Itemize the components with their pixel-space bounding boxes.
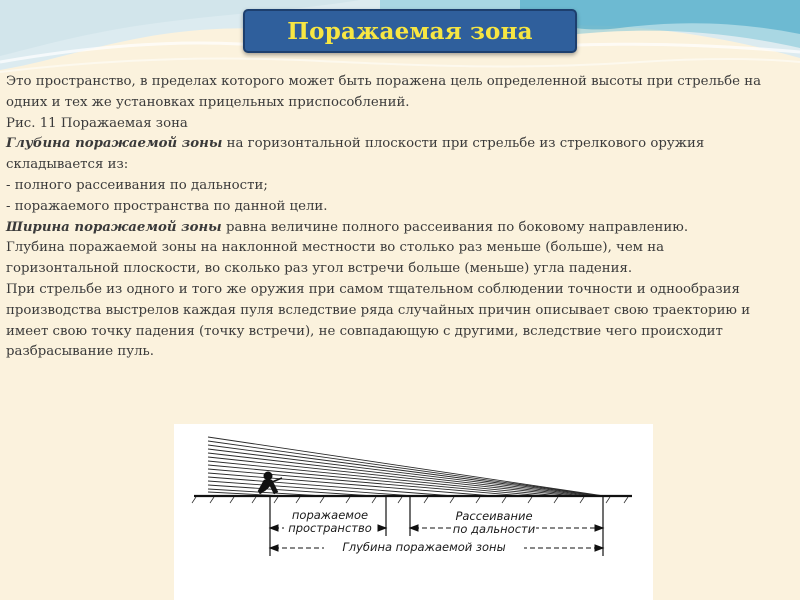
- definition-paragraph: Это пространство, в пределах которого может быть поражена цель определенной высоты при стрельбе на одних и тех же установках прицельных приспособлений.: [6, 74, 762, 110]
- dispersion-label: [446, 510, 542, 536]
- page-title: Поражаемая зона: [287, 17, 533, 45]
- depth-paragraph: [6, 134, 766, 176]
- list-item: - поражаемого пространства по данной цели.: [6, 198, 328, 214]
- depth-label: Глубина поражаемой зоны: [342, 540, 506, 554]
- width-description: равна величине полного рассеивания по боковому направлению.: [221, 219, 689, 235]
- body-text: [6, 72, 766, 363]
- diagram-drawing: [174, 424, 653, 600]
- width-term: Ширина поражаемой зоны: [6, 219, 222, 235]
- slope-paragraph: Глубина поражаемой зоны на наклонной местности во столько раз меньше (больше), чем на горизонтальной плоскости, во сколько раз угол встречи больше (меньше) угла падения.: [6, 240, 665, 277]
- dispersion-paragraph: При стрельбе из одного и того же оружия при самом тщательном соблюдении точности и однообразия производства выстрелов каждая пуля вследствие ряда случайных причин описывает свою траекторию и имеет свою точку падения (точку встречи), не совпадающую с другими, вследствие чего происходит разбрасывание пуль.: [6, 281, 751, 360]
- width-paragraph: [6, 218, 766, 239]
- dispersion-label-line1: Рассеивание: [455, 509, 533, 523]
- title-banner: [243, 9, 577, 53]
- list-item: - полного рассеивания по дальности;: [6, 177, 268, 193]
- space-label: [280, 509, 380, 535]
- space-label-line2: пространство: [288, 521, 372, 535]
- figure-caption: Рис. 11 Поражаемая зона: [6, 115, 188, 131]
- space-label-line1: поражаемое: [291, 508, 369, 522]
- depth-description: на горизонтальной плоскости при стрельбе из стрелкового оружия складывается из:: [6, 136, 705, 173]
- dispersion-label-line2: по дальности: [452, 522, 536, 536]
- damage-zone-diagram: [174, 424, 653, 600]
- depth-term: Глубина поражаемой зоны: [6, 136, 223, 152]
